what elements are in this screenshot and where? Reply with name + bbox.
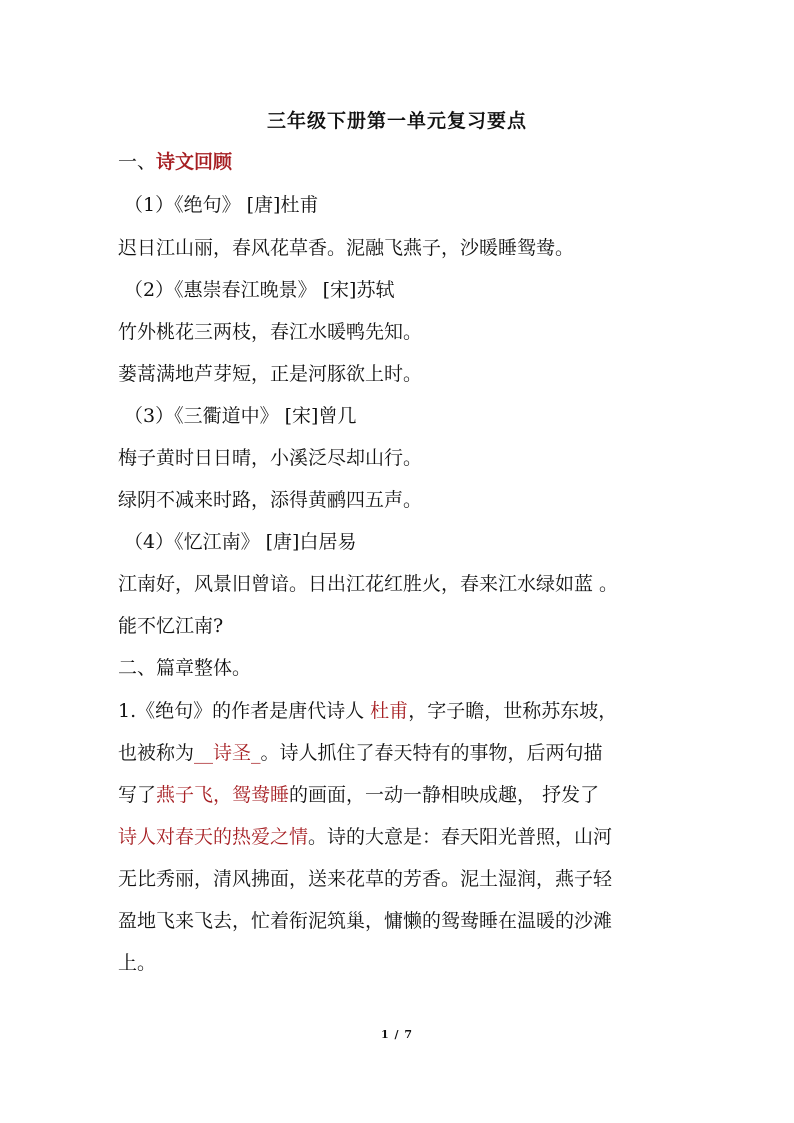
section-1-label: 诗文回顾: [156, 151, 233, 173]
answer-scene: 燕子飞，鸳鸯睡: [156, 784, 290, 806]
para-text: 的画面，一动一静相映成趣， 抒发了: [289, 784, 600, 806]
answer-emotion: 诗人对春天的热爱之情: [118, 826, 309, 848]
poem-2-line-2: 蒌蒿满地芦芽短，正是河豚欲上时。: [118, 363, 423, 385]
poem-4-line-2: 能不忆江南?: [118, 615, 224, 637]
poem-4-header: （4）《忆江南》 [唐]白居易: [124, 531, 357, 553]
paragraph-line-2: [118, 740, 603, 766]
poem-2-header: （2）《惠崇春江晚景》 [宋]苏轼: [124, 279, 395, 301]
poem-1-line-1: 迟日江山丽，春风花草香。泥融飞燕子，沙暖睡鸳鸯。: [118, 237, 575, 259]
paragraph-line-4: [118, 824, 612, 850]
poem-3-header: （3）《三衢道中》 [宋]曾几: [124, 405, 357, 427]
para-text: 。诗人抓住了春天特有的事物，后两句描: [260, 742, 603, 764]
paragraph-line-6: 盈地飞来飞去，忙着衔泥筑巢，慵懒的鸳鸯睡在温暖的沙滩: [118, 910, 613, 932]
poem-1-header: （1）《绝句》 [唐]杜甫: [124, 194, 319, 216]
para-text: ，字子瞻，世称苏东坡，: [408, 700, 618, 722]
paragraph-line-5: 无比秀丽，清风拂面，送来花草的芳香。泥土湿润，燕子轻: [118, 868, 613, 890]
para-text: 1.《绝句》的作者是唐代诗人: [118, 700, 371, 722]
poem-3-line-2: 绿阴不减来时路，添得黄鹂四五声。: [118, 489, 423, 511]
page-number: 1 / 7: [381, 1028, 413, 1041]
answer-du-fu: 杜甫: [370, 700, 409, 722]
answer-shi-sheng: __诗圣_: [194, 742, 261, 764]
para-text: 也被称为: [118, 742, 195, 764]
para-text: 。诗的大意是：春天阳光普照，山河: [308, 826, 613, 848]
paragraph-line-3: [118, 782, 599, 808]
poem-3-line-1: 梅子黄时日日晴，小溪泛尽却山行。: [118, 447, 423, 469]
paragraph-line-7: 上。: [118, 952, 157, 974]
page-title: 三年级下册第一单元复习要点: [266, 110, 527, 132]
poem-2-line-1: 竹外桃花三两枝，春江水暖鸭先知。: [118, 321, 423, 343]
para-text: 写了: [118, 784, 157, 806]
poem-4-line-1: 江南好，风景旧曾谙。日出江花红胜火，春来江水绿如蓝 。: [118, 573, 619, 595]
section-1-heading: [118, 149, 232, 175]
paragraph-line-1: [118, 698, 617, 724]
section-1-number: 一、: [118, 151, 157, 173]
section-2-heading: 二、篇章整体。: [118, 657, 252, 679]
